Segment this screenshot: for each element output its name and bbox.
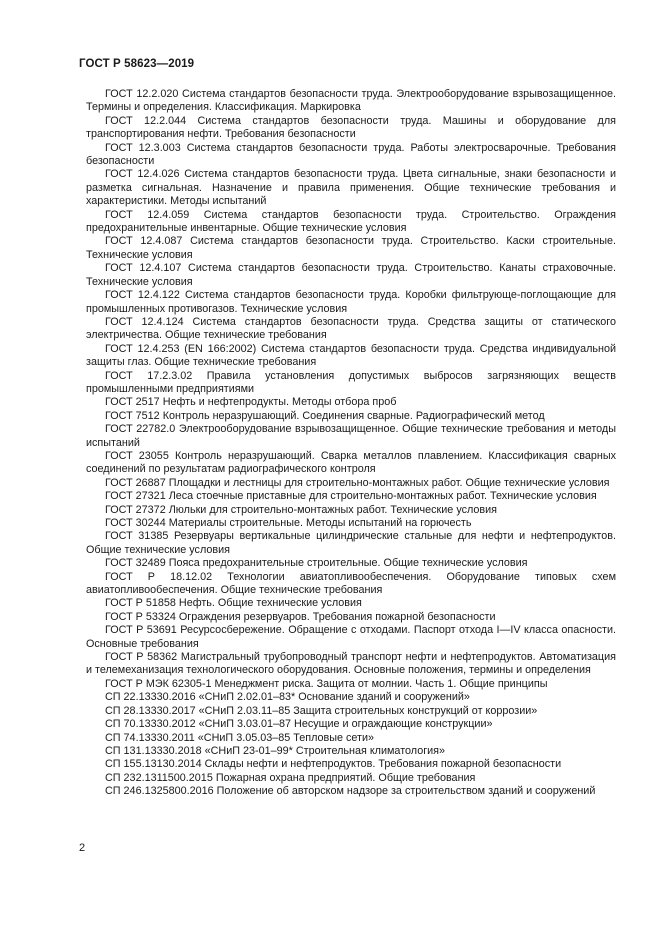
- reference-item: СП 232.1311500.2015 Пожарная охрана предприятий. Общие требования: [105, 771, 476, 784]
- reference-item: СП 74.13330.2011 «СНиП 3.05.03–85 Тепловые сети»: [105, 731, 375, 744]
- reference-item: ГОСТ Р 53691 Ресурсосбережение. Обращение с отходами. Паспорт отхода I—IV класса опасности. Основные требования: [86, 624, 616, 650]
- reference-item: СП 155.13130.2014 Склады нефти и нефтепродуктов. Требования пожарной безопасности: [105, 758, 562, 771]
- reference-item: ГОСТ 12.4.107 Система стандартов безопасности труда. Строительство. Канаты страховочные. Технические условия: [86, 262, 616, 288]
- reference-item: ГОСТ 12.4.124 Система стандартов безопасности труда. Средства защиты от статического электричества. Общие технические требования: [86, 315, 616, 342]
- page-number: 2: [79, 842, 86, 854]
- reference-item: СП 246.1325800.2016 Положение об авторском надзоре за строительством зданий и сооружений: [105, 785, 596, 798]
- reference-item: ГОСТ 26887 Площадки и лестницы для строительно-монтажных работ. Общие технические условия: [105, 476, 610, 489]
- reference-item: ГОСТ Р 53324 Ограждения резервуаров. Требования пожарной безопасности: [105, 610, 496, 623]
- reference-item: ГОСТ 30244 Материалы строительные. Методы испытаний на горючесть: [105, 517, 472, 529]
- reference-item: ГОСТ 17.2.3.02 Правила установления допустимых выбросов загрязняющих веществ промышленными предприятиями: [86, 369, 616, 395]
- reference-item: ГОСТ 12.4.122 Система стандартов безопасности труда. Коробки фильтрующе-поглощающие для промышленных противогазов. Технические условия: [86, 289, 616, 315]
- reference-item: СП 28.13330.2017 «СНиП 2.03.11–85 Защита строительных конструкций от коррозии»: [105, 704, 538, 717]
- standard-header: ГОСТ Р 58623—2019: [79, 58, 195, 70]
- reference-item: ГОСТ 27321 Леса стоечные приставные для строительно-монтажных работ. Технические условия: [105, 490, 597, 503]
- reference-item: ГОСТ 12.2.044 Система стандартов безопасности труда. Машины и оборудование для транспортирования нефти. Требования безопасности: [86, 114, 616, 141]
- reference-item: ГОСТ 12.4.253 (EN 166:2002) Система стандартов безопасности труда. Средства индивидуальной защиты глаз. Общие технические требования: [86, 342, 616, 369]
- normative-references-list: [86, 88, 616, 799]
- reference-item: ГОСТ 27372 Люльки для строительно-монтажных работ. Технические условия: [105, 503, 498, 516]
- reference-item: ГОСТ 12.3.003 Система стандартов безопасности труда. Работы электросварочные. Требования безопасности: [86, 141, 616, 168]
- reference-item: ГОСТ 22782.0 Электрооборудование взрывозащищенное. Общие технические требования и методы испытаний: [86, 423, 616, 449]
- reference-item: ГОСТ 12.2.020 Система стандартов безопасности труда. Электрооборудование взрывозащищенное. Термины и определения. Классификация. Маркировка: [86, 88, 616, 114]
- reference-item: ГОСТ 12.4.059 Система стандартов безопасности труда. Строительство. Ограждения предохранительные инвентарные. Общие технические условия: [86, 208, 616, 235]
- reference-item: ГОСТ 23055 Контроль неразрушающий. Сварка металлов плавлением. Классификация сварных соединений по результатам радиографического контроля: [86, 449, 616, 476]
- reference-item: ГОСТ Р МЭК 62305-1 Менеджмент риска. Защита от молнии. Часть 1. Общие принципы: [105, 677, 548, 690]
- reference-item: СП 22.13330.2016 «СНиП 2.02.01–83* Основание зданий и сооружений»: [105, 691, 470, 704]
- reference-item: ГОСТ Р 58362 Магистральный трубопроводный транспорт нефти и нефтепродуктов. Автоматизация и телемеханизация технологического оборудования. Основные положения, термины и определения: [86, 651, 616, 677]
- reference-item: ГОСТ 31385 Резервуары вертикальные цилиндрические стальные для нефти и нефтепродуктов. Общие технические условия: [86, 530, 616, 556]
- reference-item: ГОСТ 2517 Нефть и нефтепродукты. Методы отбора проб: [105, 396, 397, 409]
- reference-item: СП 70.13330.2012 «СНиП 3.03.01–87 Несущие и ограждающие конструкции»: [105, 718, 493, 731]
- reference-item: ГОСТ 7512 Контроль неразрушающий. Соединения сварные. Радиографический метод: [105, 409, 545, 422]
- reference-item: ГОСТ 12.4.026 Система стандартов безопасности труда. Цвета сигнальные, знаки безопасности и разметка сигнальная. Назначение и правила применения. Общие технические требования и характеристики. Методы испытаний: [86, 168, 616, 208]
- reference-item: ГОСТ 12.4.087 Система стандартов безопасности труда. Строительство. Каски строительные. Технические условия: [86, 235, 616, 261]
- reference-item: ГОСТ Р 51858 Нефть. Общие технические условия: [105, 597, 362, 610]
- reference-item: СП 131.13330.2018 «СНиП 23-01–99* Строительная климатология»: [105, 744, 446, 757]
- reference-item: ГОСТ 32489 Пояса предохранительные строительные. Общие технические условия: [105, 557, 528, 570]
- reference-item: ГОСТ Р 18.12.02 Технологии авиатопливообеспечения. Оборудование типовых схем авиатопливообеспечения. Общие технические требования: [86, 570, 616, 597]
